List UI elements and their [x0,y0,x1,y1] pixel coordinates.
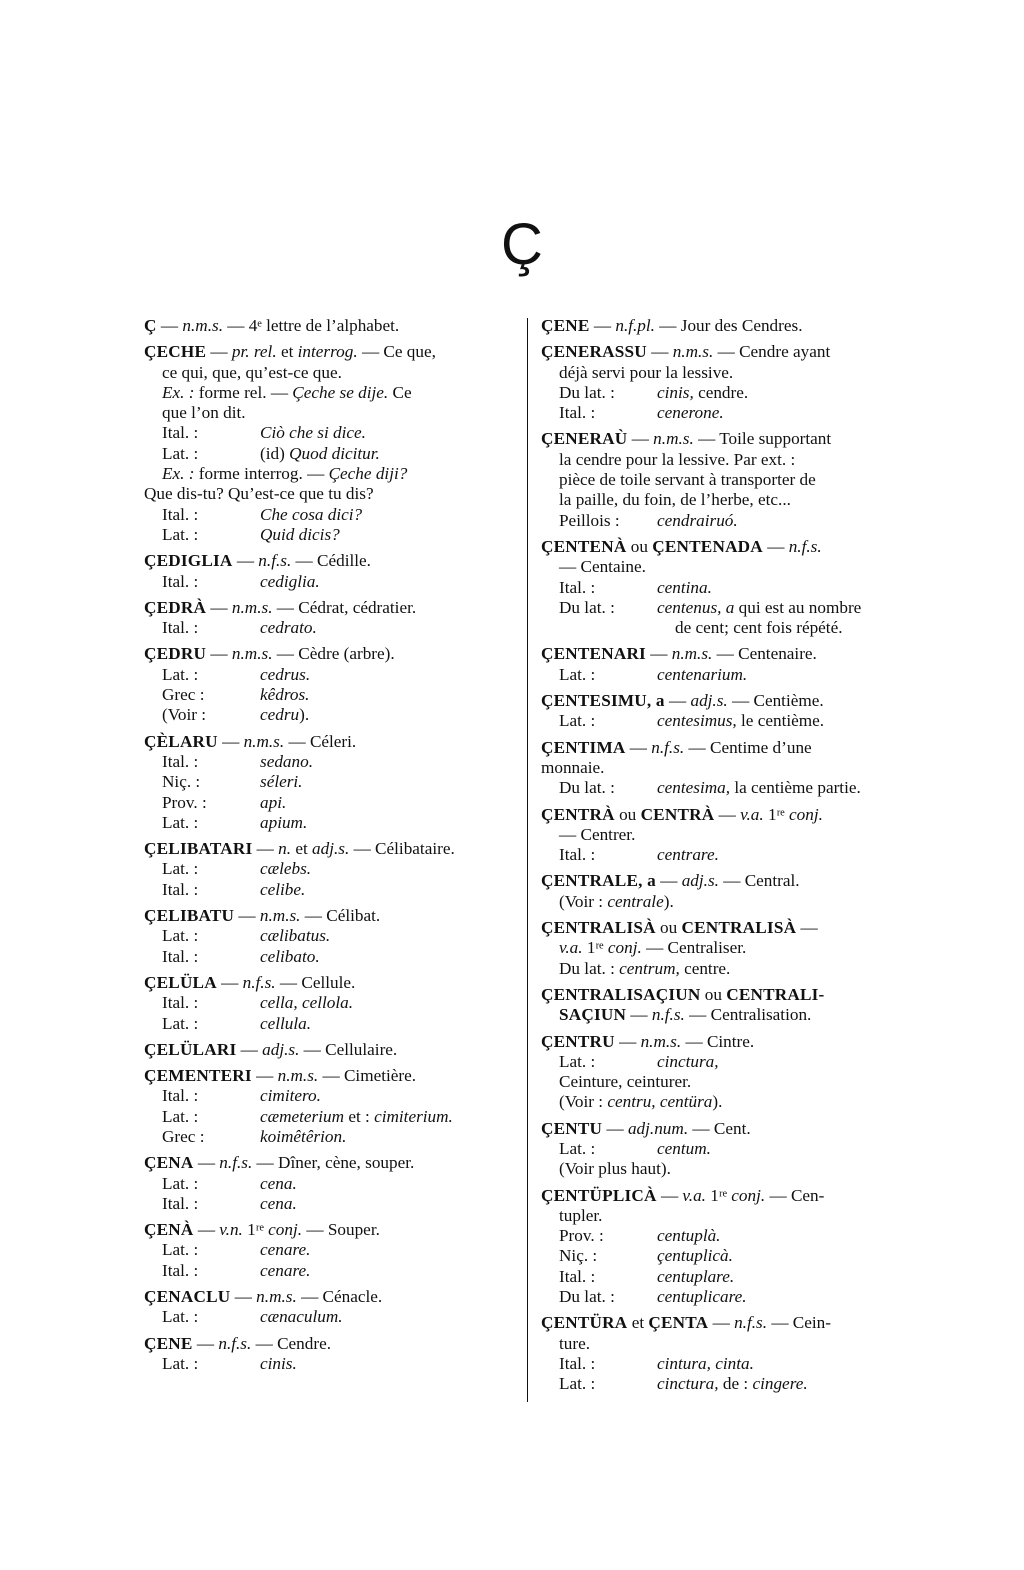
section-letter: Ç [501,212,543,277]
entry-cene-plural: ÇENE — n.f.pl. — Jour des Cendres. [541,316,803,335]
entry-centralisa: ÇENTRALISÀ ou CENTRALISÀ — v.a. 1ʳᵉ conj. — Centraliser. Du lat. : centrum, centre. [541,918,818,978]
entry-cene: ÇENE — n.f.s. — Cendre. Lat. : cinis. [144,1333,332,1373]
entry-cenerau: ÇENERAÙ — n.m.s. — Toile supportant la cendre pour la lessive. Par ext. : pièce de toile servant à transporter de la paille, du foin, de l’herbe, etc... Peillois : cendrairuó. [541,429,832,530]
entry-c: Ç — n.m.s. — 4ᵉ lettre de l’alphabet. [144,316,400,335]
entry-celibatu: ÇELIBATU — n.m.s. — Célibat. Lat. : cælibatus. Ital. : celibato. [144,906,381,966]
entry-celula: ÇELÜLA — n.f.s. — Cellule. Ital. : cella, cellola. Lat. : cellula. [144,972,356,1033]
entry-cena-verb: ÇENÀ — v.n. 1ʳᵉ conj. — Souper. Lat. : cenare. Ital. : cenare. [144,1220,380,1280]
entry-centra: ÇENTRÀ ou CENTRÀ — v.a. 1ʳᵉ conj. — Centrer. Ital. : centrare. [541,804,823,865]
left-column [144,316,524,1380]
entry-centesimu: ÇENTESIMU, a — adj.s. — Centième. Lat. : centesimus, le centième. [541,691,825,731]
entry-centenari: ÇENTENARI — n.m.s. — Centenaire. Lat. : centenarium. [541,644,817,684]
entry-cedru: ÇEDRU — n.m.s. — Cèdre (arbre). Lat. : cedrus. Grec : kêdros. (Voir : cedru). [144,644,395,725]
entry-centralisaciun: ÇENTRALISAÇIUN ou CENTRALI- SAÇIUN — n.f.s. — Centralisation. [541,984,825,1025]
entry-celibatari: ÇELIBATARI — n. et adj.s. — Célibataire. Lat. : cælebs. Ital. : celibe. [144,839,455,899]
entry-centrale: ÇENTRALE, a — adj.s. — Central. (Voir : centrale). [541,871,800,911]
entry-cenerassu: ÇENERASSU — n.m.s. — Cendre ayant déjà servi pour la lessive. Du lat. : cinis, cendre. Ital. : cenerone. [541,342,831,423]
entry-centru: ÇENTRU — n.m.s. — Cintre. Lat. : cinctura, Ceinture, ceinturer. (Voir : centru, centüra). [541,1031,755,1112]
entry-centuplica: ÇENTÜPLICÀ — v.a. 1ʳᵉ conj. — Cen- tupler. Prov. : centuplà. Niç. : çentuplicà. Ital. : centuplare. Du lat. : centuplicare. [541,1185,825,1307]
entry-centura: ÇENTÜRA et ÇENTA — n.f.s. — Cein- ture. Ital. : cintura, cinta. Lat. : cinctura, de : cingere. [541,1313,831,1394]
entry-centu: ÇENTU — adj.num. — Cent. Lat. : centum. (Voir plus haut). [541,1118,751,1179]
entry-cediglia: ÇEDIGLIA — n.f.s. — Cédille. Ital. : cediglia. [144,551,371,591]
right-column [541,316,921,1401]
entry-ceche: ÇECHE — pr. rel. et interrog. — Ce que, ce qui, que, qu’est-ce que. Ex. : forme rel. — Çeche se dije. Ce que l’on dit. Ital. : Ciò che si dice. Lat. : (id) Quod dicitur. Ex. : forme interrog. — Çeche diji? Que dis-tu? Qu’est-ce que tu dis? Ital. : Che cosa dici? Lat. : Quid dicis? [144,342,436,544]
entry-celaru: ÇÈLARU — n.m.s. — Céleri. Ital. : sedano. Niç. : séleri. Prov. : api. Lat. : apium. [144,731,357,832]
entry-celulari: ÇELÜLARI — adj.s. — Cellulaire. [144,1039,398,1059]
entry-cenaclu: ÇENACLU — n.m.s. — Cénacle. Lat. : cænaculum. [144,1287,383,1327]
entry-cementeri: ÇEMENTERI — n.m.s. — Cimetière. Ital. : cimitero. Lat. : cæmeterium et : cimiterium. Grec : koimêtêrion. [144,1066,453,1146]
entry-centima: ÇENTIMA — n.f.s. — Centime d’une monnaie. Du lat. : centesima, la centième partie. [541,737,861,798]
entry-cedra: ÇEDRÀ — n.m.s. — Cédrat, cédratier. Ital. : cedrato. [144,597,417,638]
entry-cena: ÇENA — n.f.s. — Dîner, cène, souper. Lat. : cena. Ital. : cena. [144,1153,415,1213]
column-divider [527,318,528,1402]
entry-centena: ÇENTENÀ ou ÇENTENADA — n.f.s. — Centaine. Ital. : centina. Du lat. : centenus, a qui est au nombre de cent; cent fois répété. [541,536,862,638]
